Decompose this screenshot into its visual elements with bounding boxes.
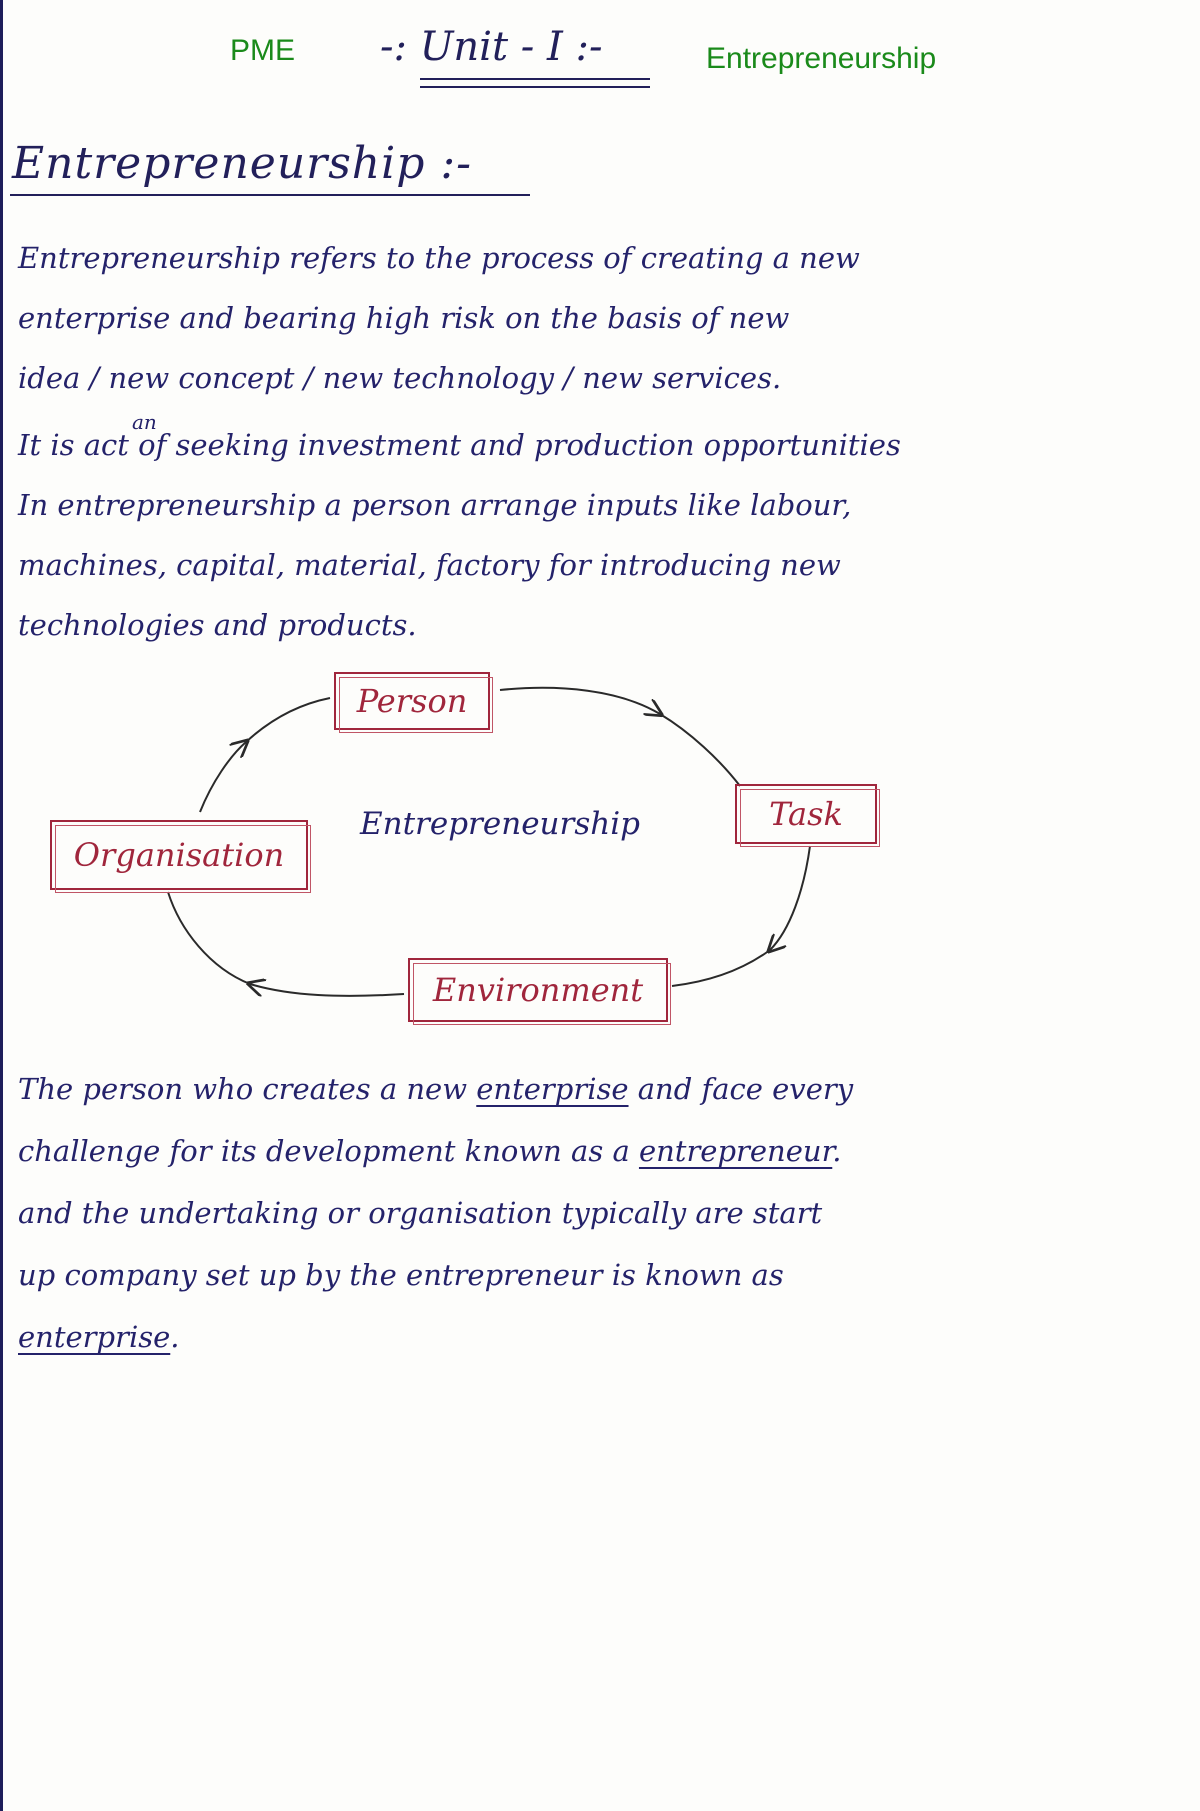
unit-title: -: Unit - I :- [380, 24, 603, 70]
summary-text: and face every [628, 1072, 854, 1106]
arrow-environment-to-organisation-ext [168, 892, 250, 984]
arrow-organisation-to-person-ext [246, 698, 330, 742]
underlined-term: entrepreneur [638, 1134, 833, 1168]
arrow-person-to-task-ext [660, 714, 740, 786]
summary-paragraph [18, 1058, 1188, 1368]
arrow-task-to-environment [770, 846, 810, 950]
arrow-task-to-environment-ext [672, 950, 770, 986]
description-line: machines, capital, material, factory for introducing new [18, 548, 841, 582]
summary-text: . [832, 1134, 842, 1168]
summary-line-2 [18, 1120, 1188, 1182]
underlined-term: enterprise [476, 1072, 629, 1106]
definition-line: idea / new concept / new technology / new services. [18, 361, 782, 395]
cycle-center-label: Entrepreneurship [360, 806, 640, 842]
cycle-box-environment: Environment [408, 958, 668, 1022]
summary-text: challenge for its development known as a [18, 1134, 639, 1168]
description-line: It is act of seeking investment and production opportunities [18, 428, 901, 462]
arrow-organisation-to-person [200, 742, 246, 812]
summary-line-4: up company set up by the entrepreneur is known as [18, 1258, 784, 1292]
summary-line-3: and the undertaking or organisation typically are start [18, 1196, 823, 1230]
description-line: technologies and products. [18, 608, 417, 642]
summary-text: The person who creates a new [18, 1072, 477, 1106]
definition-line: enterprise and bearing high risk on the basis of new [18, 301, 790, 335]
inserted-word: an [132, 410, 157, 434]
topic-title: Entrepreneurship [706, 42, 937, 75]
cycle-box-person: Person [334, 672, 490, 730]
cycle-box-organisation: Organisation [50, 820, 308, 890]
summary-line-1 [18, 1058, 1188, 1120]
course-code: PME [230, 34, 296, 67]
arrow-environment-to-organisation [250, 984, 404, 996]
section-heading: Entrepreneurship :- [12, 138, 473, 189]
underlined-term: enterprise [18, 1320, 171, 1354]
definition-line: Entrepreneurship refers to the process of creating a new [18, 241, 860, 275]
summary-line-5 [18, 1306, 1188, 1368]
arrow-person-to-task [500, 688, 660, 714]
summary-text: . [170, 1320, 180, 1354]
description-line: In entrepreneurship a person arrange inputs like labour, [18, 488, 852, 522]
cycle-box-task: Task [735, 784, 877, 844]
